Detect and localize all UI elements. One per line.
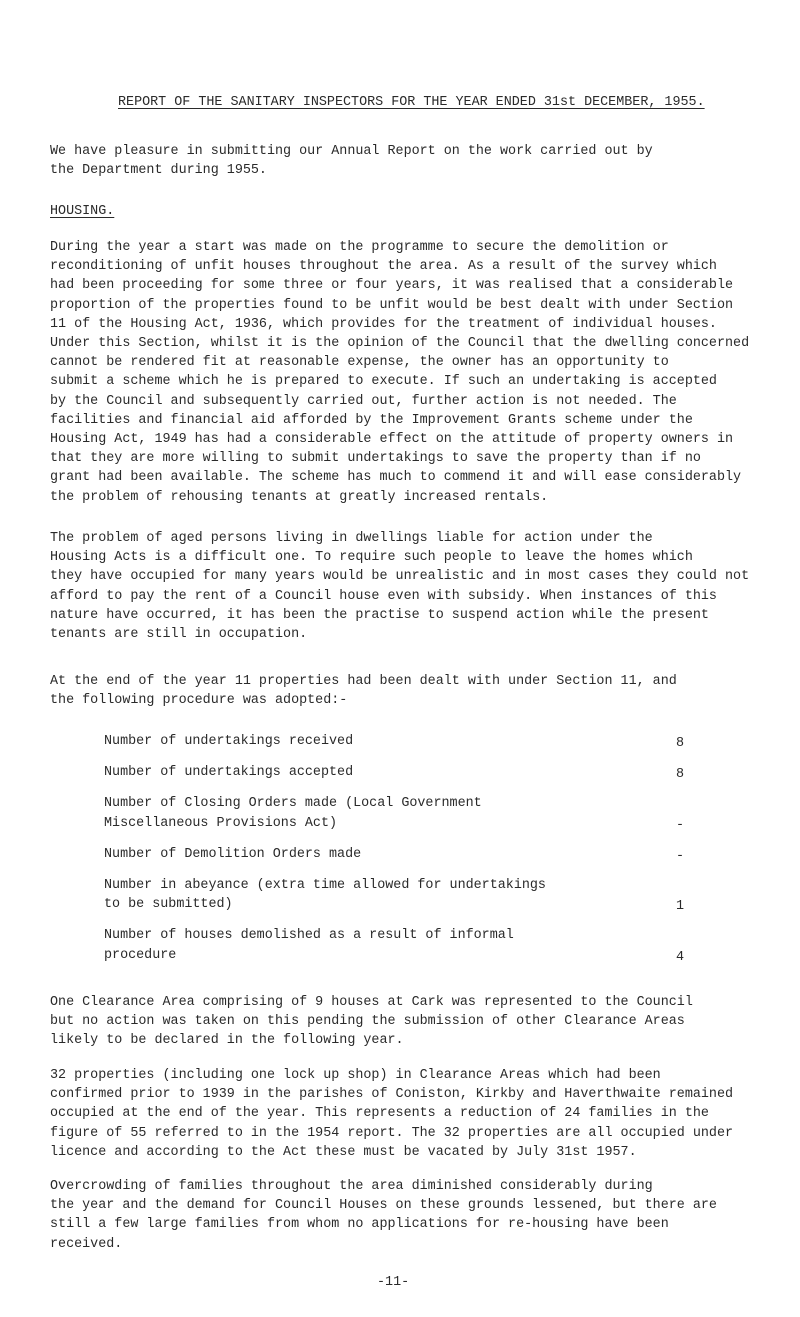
table-row bbox=[104, 763, 684, 782]
undertakings-table bbox=[104, 732, 684, 977]
row-value: 8 bbox=[675, 767, 684, 783]
table-row bbox=[104, 794, 684, 832]
table-row bbox=[104, 926, 684, 964]
row-label: Number of houses demolished as a result of informal procedure bbox=[104, 928, 514, 963]
row-label: Number of undertakings received bbox=[104, 734, 354, 749]
row-label: Number of undertakings accepted bbox=[104, 765, 354, 781]
page-number: -11- bbox=[377, 1275, 410, 1290]
housing-paragraph-2: The problem of aged persons living in dwellings liable for action under the Housing Acts is a difficult one. To require such people to leave the homes which they have occupied for many years would be unrealistic and in most cases they could not afford to pay the rent of a Council house even with subsidy. When instances of this nature have occurred, it has been the practise to suspend action while the present tenants are still in occupation. bbox=[50, 531, 750, 643]
clearance-paragraph: One Clearance Area comprising of 9 houses at Cark was represented to the Council but no action was taken on this pending the submission of other Clearance Areas likely to be declared in the following year. bbox=[50, 995, 693, 1049]
row-value: 4 bbox=[675, 949, 684, 965]
table-row bbox=[104, 876, 684, 914]
row-value: 1 bbox=[675, 899, 684, 915]
section-title-housing: HOUSING. bbox=[50, 204, 115, 219]
table-row bbox=[104, 845, 684, 864]
properties-paragraph: 32 properties (including one lock up shop) in Clearance Areas which had been confirmed prior to 1939 in the parishes of Coniston, Kirkby and Haverthwaite remained occupied at the end of the year. This represents a reduction of 24 families in the figure of 55 referred to in the 1954 report. The 32 properties are all occupied under licence and according to the Act these must be vacated by July 31st 1957. bbox=[50, 1068, 734, 1160]
row-label: Number in abeyance (extra time allowed for undertakings to be submitted) bbox=[104, 878, 546, 913]
row-label: Number of Closing Orders made (Local Government Miscellaneous Provisions Act) bbox=[104, 796, 482, 831]
housing-paragraph-1: During the year a start was made on the programme to secure the demolition or reconditioning of unfit houses throughout the area. As a result of the survey which had been proceeding for some three or four years, it was realised that a considerable proportion of the properties found to be unfit would be best dealt with under Section 11 of the Housing Act, 1936, which provides for the treatment of individual houses. Under this Section, whilst it is the opinion of the Council that the dwelling concerned cannot be rendered fit at reasonable expense, the owner has an opportunity to submit a scheme which he is prepared to execute. If such an undertaking is accepted by the Council and subsequently carried out, further action is not needed. The facilities and financial aid afforded by the Improvement Grants scheme under the Housing Act, 1949 has had a considerable effect on the attitude of property owners in that they are more willing to submit undertakings to save the property than if no grant had been available. The scheme has much to commend it and will ease considerably the problem of rehousing tenants at greatly increased rentals. bbox=[50, 240, 750, 505]
row-value: - bbox=[675, 849, 684, 865]
report-heading: REPORT OF THE SANITARY INSPECTORS FOR THE YEAR ENDED 31st DECEMBER, 1955. bbox=[118, 95, 705, 110]
row-value: 8 bbox=[675, 736, 684, 752]
row-label: Number of Demolition Orders made bbox=[104, 846, 362, 862]
table-row bbox=[104, 732, 684, 751]
intro-paragraph: We have pleasure in submitting our Annual Report on the work carried out by the Department during 1955. bbox=[50, 144, 653, 179]
overcrowding-paragraph: Overcrowding of families throughout the area diminished considerably during the year and the demand for Council Houses on these grounds lessened, but there are still a few large families from whom no applications for re-housing have been received. bbox=[50, 1179, 717, 1252]
housing-paragraph-3: At the end of the year 11 properties had been dealt with under Section 11, and the following procedure was adopted:- bbox=[50, 674, 677, 709]
row-value: - bbox=[675, 817, 684, 833]
